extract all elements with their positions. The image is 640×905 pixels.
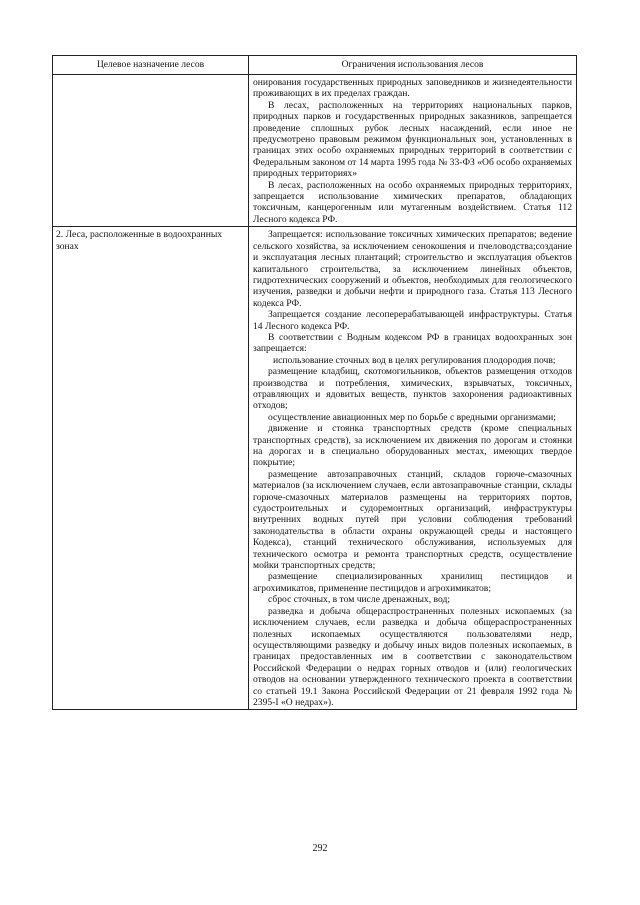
- row1-purpose-cell: [53, 75, 249, 227]
- paragraph: осуществление авиационных мер по борьбе с вредными организмами;: [268, 411, 556, 423]
- paragraph: В лесах, расположенных на территориях национальных парков, природных парков и государственных природных заказников, запрещается проведение сплошных рубок лесных насаждений, если иное не предусмотрено правовым режимом функциональных зон, установленных в границах этих особо охраняемых природных территорий в соответствии с Федеральным законом от 14 марта 1995 года № 33-ФЗ «Об особо охраняемых природных территориях»: [253, 99, 572, 180]
- paragraph: В соответствии с Водным кодексом РФ в границах водоохранных зон запрещается:: [253, 331, 572, 355]
- paragraph: движение и стоянка транспортных средств (кроме специальных транспортных средств), за исключением их движения по дорогам и стоянки на дорогах и в специально оборудованных местах, имеющих твердое покрытие;: [253, 423, 572, 469]
- forest-restrictions-table: [52, 55, 577, 710]
- paragraph: онирования государственных природных заповедников и жизнедеятельности проживающих в их пределах граждан.: [253, 77, 572, 100]
- table-row: [53, 75, 577, 227]
- paragraph: Запрещается создание лесоперерабатывающей инфраструктуры. Статья 14 Лесного кодекса РФ.: [253, 309, 572, 332]
- header-forest-restrictions: Ограничения использования лесов: [249, 56, 577, 75]
- header-forest-purpose: Целевое назначение лесов: [53, 56, 249, 75]
- row1-restrictions-cell: [249, 75, 577, 227]
- paragraph: размещение автозаправочных станций, складов горюче-смазочных материалов (за исключением случаев, если автозаправочные станции, склады горюче-смазочных материалов размещены на территориях портов, судостроительных и судоремонтных организаций, инфраструктуры внутренних водных путей при условии соблюдения требований законодательства в области охраны окружающей среды и настоящего Кодекса), станций технического обслуживания, используемых для технического осмотра и ремонта транспортных средств, осуществление мойки транспортных средств;: [253, 468, 572, 572]
- row2-restrictions-cell: [249, 227, 577, 710]
- paragraph: В лесах, расположенных на особо охраняемых природных территориях, запрещается использование химических препаратов, обладающих токсичным, канцерогенным или мутагенным воздействием. Статья 112 Лесного кодекса РФ.: [253, 179, 572, 225]
- row2-purpose-cell: 2. Леса, расположенные в водоохранных зонах: [53, 227, 249, 710]
- table-row: [53, 227, 577, 710]
- table-header-row: [53, 56, 577, 75]
- paragraph: разведка и добыча общераспространенных полезных ископаемых (за исключением случаев, если разведка и добыча общераспространенных полезных ископаемых осуществляются пользователями недр, осуществляющими разведку и добычу иных видов полезных ископаемых, в границах предоставленных им в соответствии с законодательством Российской Федерации о недрах горных отводов и (или) геологических отводов на основании утвержденного технического проекта в соответствии со статьей 19.1 Закона Российской Федерации от 21 февраля 1992 года № 2395-I «О недрах»).: [253, 605, 572, 708]
- paragraph: использование сточных вод в целях регулирования плодородия почв;: [273, 354, 556, 366]
- paragraph: размещение специализированных хранилищ пестицидов и агрохимикатов, применение пестицидов и агрохимикатов;: [253, 571, 572, 594]
- page-number: 292: [312, 843, 328, 854]
- paragraph: сброс сточных, в том числе дренажных, вод;: [268, 594, 451, 606]
- paragraph: размещение кладбищ, скотомогильников, объектов размещения отходов производства и потребления, химических, взрывчатых, токсичных, отравляющих и ядовитых веществ, пунктов захоронения радиоактивных отходов;: [253, 366, 572, 412]
- paragraph: Запрещается: использование токсичных химических препаратов; ведение сельского хозяйства, за исключением сенокошения и пчеловодства;создание и эксплуатация лесных плантаций; строительство и эксплуатация объектов капитального строительства, за исключением линейных объектов, гидротехнических сооружений и объектов, необходимых для геологического изучения, разведки и добычи нефти и природного газа. Статья 113 Лесного кодекса РФ.: [253, 229, 572, 309]
